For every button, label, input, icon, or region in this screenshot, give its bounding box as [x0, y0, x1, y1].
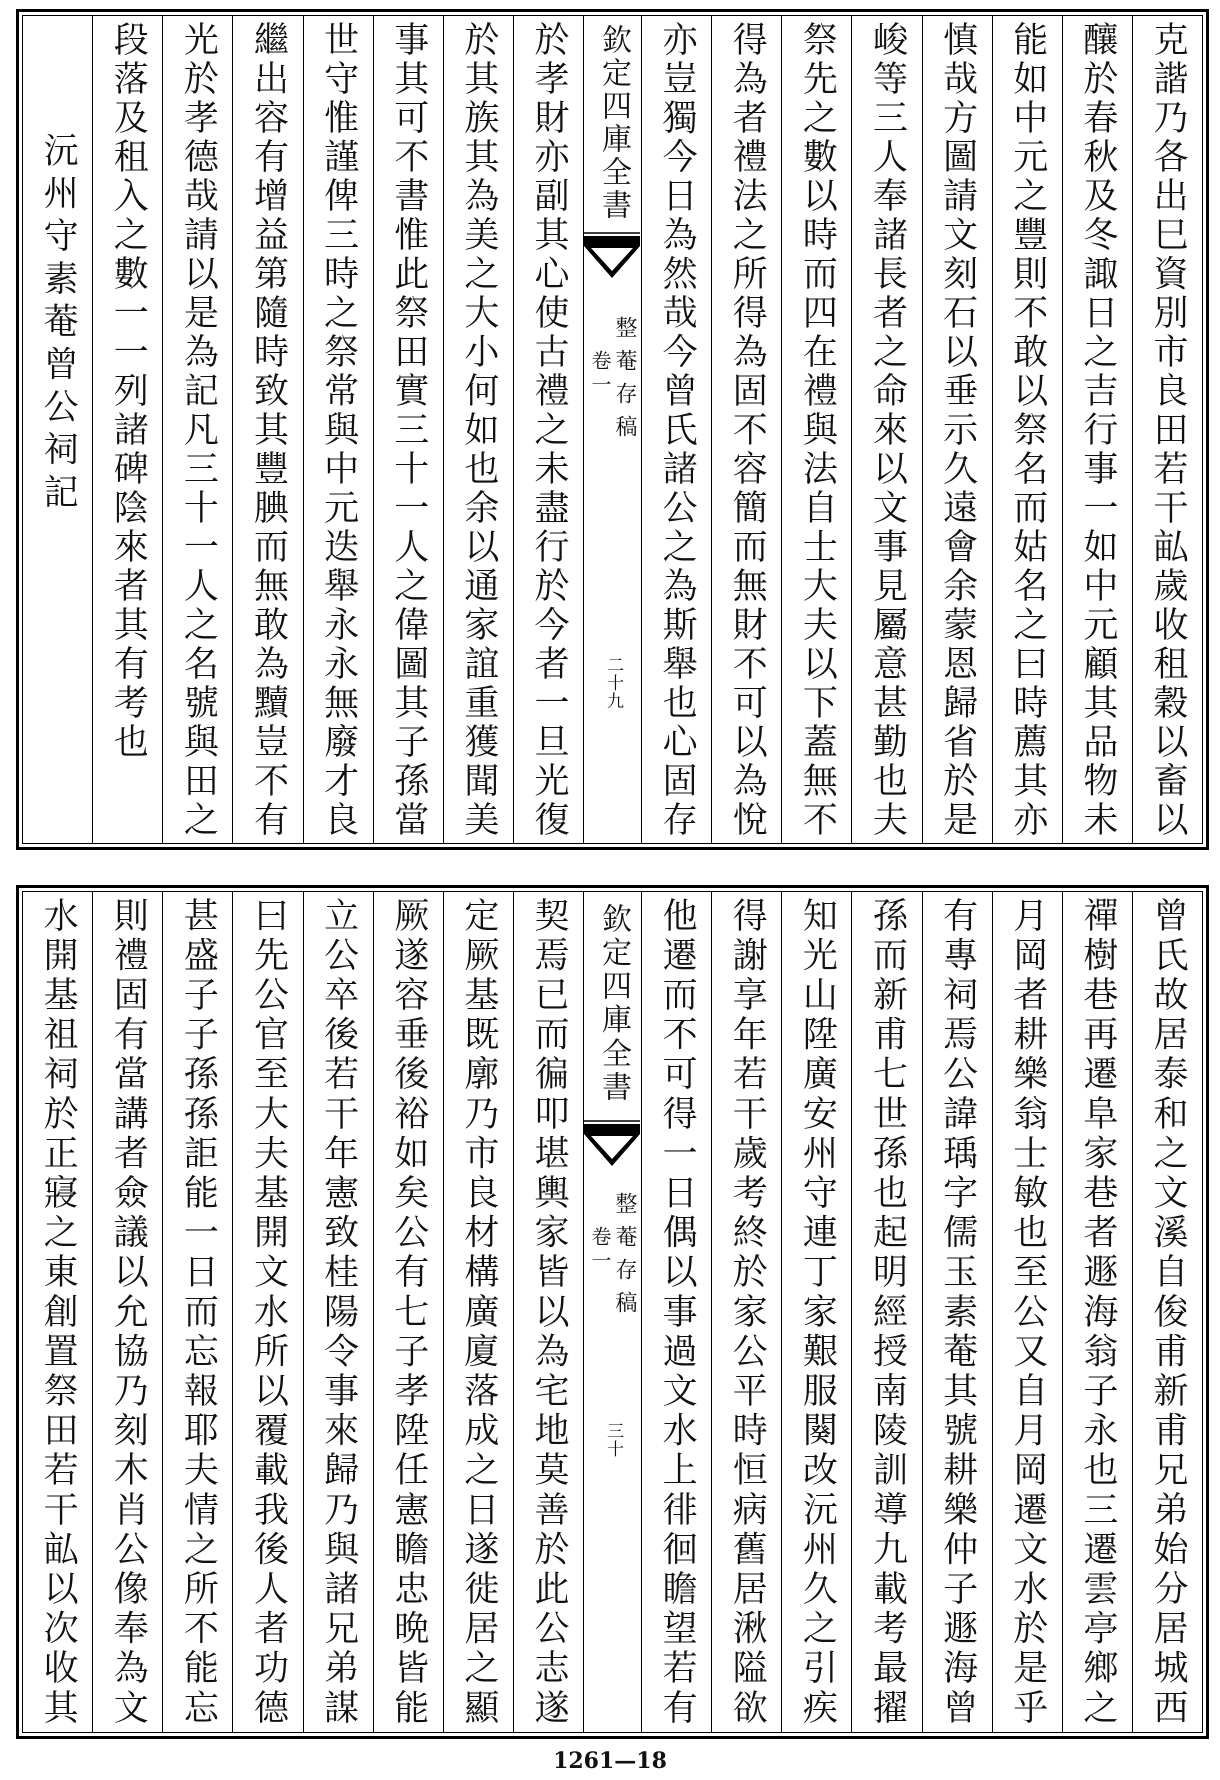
fold-book-title: 整菴存稿 [612, 316, 637, 448]
text-column: 於孝財亦副其心使古禮之未盡行於今者一旦光復 [513, 16, 583, 843]
text-column: 月岡者耕樂翁士敏也至公又自月岡遷文水於是乎 [992, 892, 1062, 1732]
fold-page-number: 三十 [603, 1422, 623, 1458]
text-column: 祭先之數以時而四在禮與法自士大夫以下蓋無不 [781, 16, 851, 843]
page-leaf-29 [16, 9, 1209, 850]
text-column: 亦豈獨今日為然哉今曾氏諸公之為斯舉也心固存 [641, 16, 711, 843]
text-column: 孫而新甫七世孫也起明經授南陵訓導九載考最擢 [851, 892, 921, 1732]
text-column: 光於孝德哉請以是為記凡三十一人之名號與田之 [162, 16, 232, 843]
text-column: 慎哉方圖請文刻石以垂示久遠會余蒙恩歸省於是 [922, 16, 992, 843]
fold-juan: 卷一 [588, 350, 612, 398]
fold-juan: 卷一 [588, 1226, 612, 1274]
text-column: 段落及租入之數一一列諸碑陰來者其有考也 [92, 16, 162, 843]
text-column: 世守惟謹俾三時之祭常與中元迭舉永永無廢才良 [303, 16, 373, 843]
fold-series-title: 欽定四庫全書 [596, 24, 631, 222]
text-column: 定厥基既廓乃市良材構廣廈落成之日遂徙居之顯 [443, 892, 513, 1732]
text-column: 禪樹巷再遷阜家巷者遯海翁子永也三遷雲亭鄉之 [1062, 892, 1132, 1732]
text-column: 克諧乃各出巳資別市良田若干畆歲收租穀以畜以 [1132, 16, 1202, 843]
text-column: 於其族其為美之大小何如也余以通家誼重獲聞美 [443, 16, 513, 843]
page-footer-number: 1261—18 [553, 1748, 667, 1774]
text-column: 水開基祖祠於正寢之東創置祭田若干畆以次收其 [38, 897, 79, 1729]
fold-page-number: 二十九 [603, 656, 623, 710]
center-fold [583, 16, 641, 843]
text-column: 有專祠焉公諱瑀字儒玉素菴其號耕樂仲子遯海曾 [922, 892, 992, 1732]
text-column: 峻等三人奉諸長者之命來以文事見屬意甚勤也夫 [851, 16, 921, 843]
text-grid [22, 891, 1203, 1733]
text-grid [22, 15, 1203, 844]
center-fold [583, 892, 641, 1732]
text-column: 能如中元之豐則不敢以祭名而姑名之曰時薦其亦 [992, 16, 1062, 843]
text-column: 繼出容有增益第隨時致其豐腆而無敢為黷豈不有 [232, 16, 302, 843]
text-column: 得謝享年若干歲考終於家公平時恒病舊居湫隘欲 [711, 892, 781, 1732]
fold-book-title: 整菴存稿 [612, 1192, 637, 1324]
section-title: 沅州守素菴曾公祠記 [38, 132, 79, 517]
text-column: 曾氏故居泰和之文溪自俊甫新甫兄弟始分居城西 [1132, 892, 1202, 1732]
text-column: 知光山陞廣安州守連丁家艱服闋改沅州久之引疾 [781, 892, 851, 1732]
fold-series-title: 欽定四庫全書 [596, 903, 631, 1105]
text-column: 立公卒後若干年憲致桂陽令事來歸乃與諸兄弟謀 [303, 892, 373, 1732]
fishtail-icon [584, 232, 640, 280]
text-column: 得為者禮法之所得為固不容簡而無財不可以為悅 [711, 16, 781, 843]
page-leaf-30 [16, 885, 1209, 1739]
text-column: 則禮固有當講者僉議以允協乃刻木肖公像奉為文 [92, 892, 162, 1732]
text-column: 甚盛子子孫孫詎能一日而忘報耶夫情之所不能忘 [162, 892, 232, 1732]
text-column: 曰先公官至大夫基開文水所以覆載我後人者功德 [232, 892, 302, 1732]
text-column: 事其可不書惟此祭田實三十一人之偉圖其子孫當 [373, 16, 443, 843]
text-column: 他遷而不可得一日偶以事過文水上徘徊瞻望若有 [641, 892, 711, 1732]
text-column: 釀於春秋及冬諏日之吉行事一如中元顧其品物未 [1062, 16, 1132, 843]
text-column: 厥遂容垂後裕如矣公有七子孝陞任憲瞻忠晩皆能 [373, 892, 443, 1732]
text-column: 契焉已而徧叩堪輿家皆以為宅地莫善於此公志遂 [513, 892, 583, 1732]
fishtail-icon [584, 1120, 640, 1168]
